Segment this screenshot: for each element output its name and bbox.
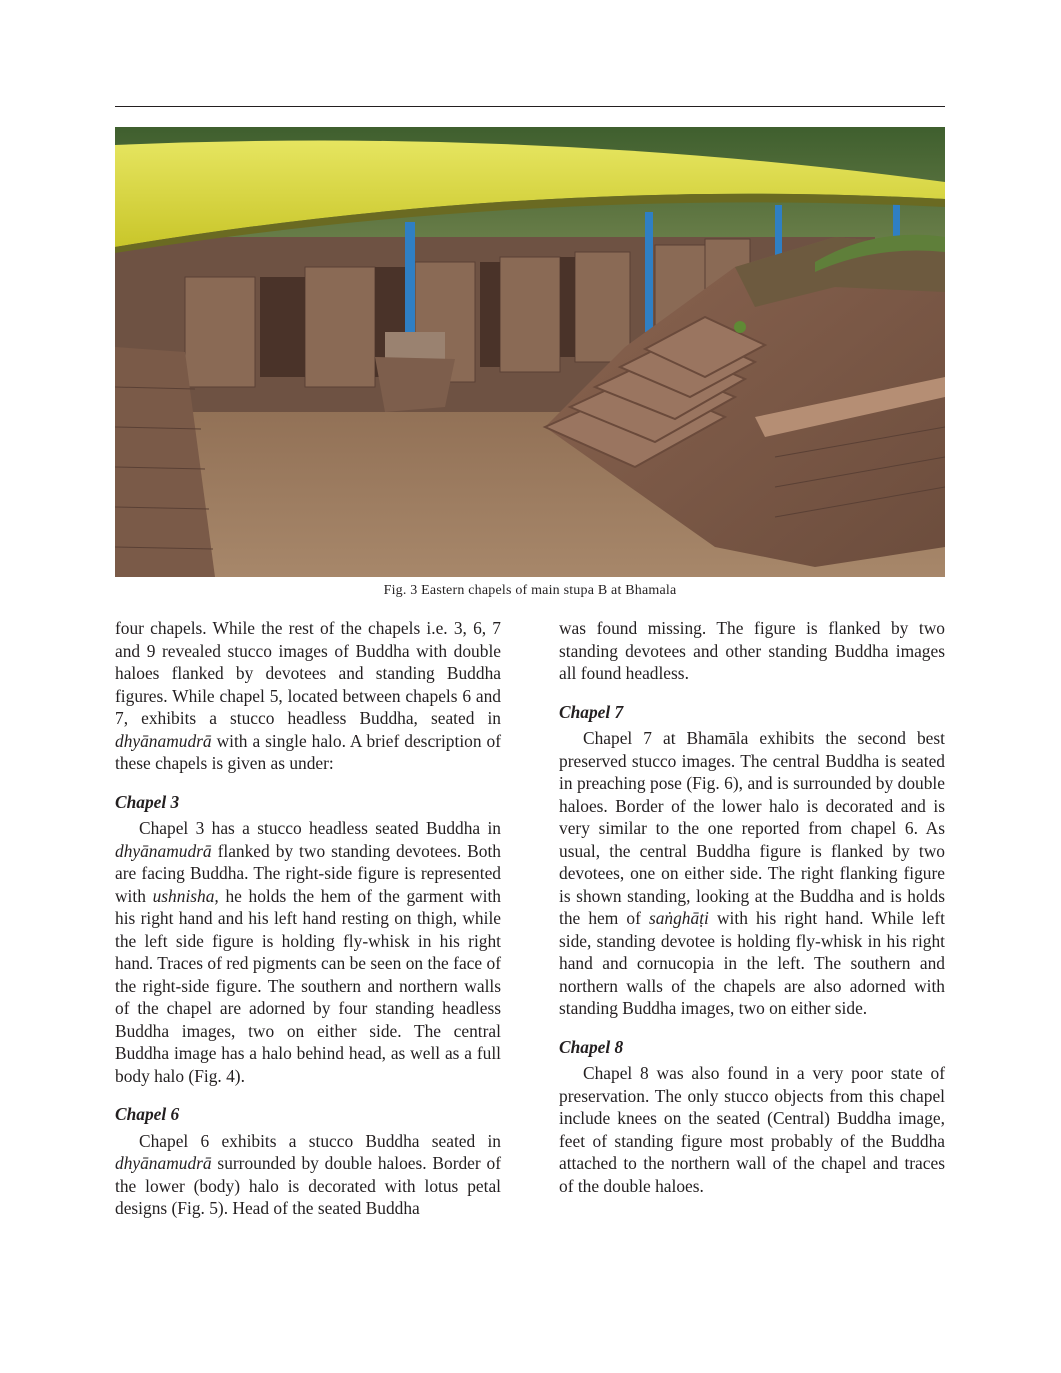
chapel6-paragraph: Chapel 6 exhibits a stucco Buddha seated in dhyānamudrā surrounded by double haloes. Border of the lower (body) halo is decorated with lotus petal designs (Fig. 5). Head of the seated Buddha <box>115 1130 501 1218</box>
header-rule <box>115 106 945 107</box>
left-column <box>115 617 501 1220</box>
chapel8-paragraph: Chapel 8 was also found in a very poor state of preservation. The only stucco objects from this chapel include knees on the seated (Central) Buddha image, feet of standing figure most probably of the Buddha attached to the northern wall of the chapel and traces of the double haloes. <box>559 1063 945 1196</box>
chapel-niche <box>305 267 375 387</box>
right-column <box>559 617 945 1197</box>
chapel6-heading: Chapel 6 <box>115 1104 180 1124</box>
chapel8-heading: Chapel 8 <box>559 1036 624 1057</box>
chapel6-continued: was found missing. The figure is flanked by two standing devotees and other standing Buddha images all found headless. <box>559 618 945 683</box>
figure-photo <box>115 127 945 577</box>
stupa-photo-illustration <box>115 127 945 577</box>
chapel-niche <box>575 252 630 362</box>
chapel3-paragraph: Chapel 3 has a stucco headless seated Buddha in dhyānamudrā flanked by two standing devotees. Both are facing Buddha. The right-side figure is represented with ushnisha, he holds the hem of the garment with his right hand and his left hand resting on thigh, while the left side figure is holding fly-whisk in his right hand. Traces of red pigments can be seen on the face of the right-side figure. The southern and northern walls of the chapel are adorned by four standing headless Buddha images, two on either side. The central Buddha image has a halo behind head, as well as a full body halo (Fig. 4). <box>115 818 502 1086</box>
chapel-niche <box>185 277 255 387</box>
chapel7-heading: Chapel 7 <box>559 701 624 722</box>
chapel-niche <box>500 257 560 372</box>
chapel3-heading: Chapel 3 <box>115 791 180 812</box>
chapel7-paragraph: Chapel 7 at Bhamāla exhibits the second best preserved stucco images. The central Buddha is seated in preaching pose (Fig. 6), and is surrounded by double haloes. Border of the lower halo is decorated and is very similar to the one reported from chapel 6. As usual, the central Buddha figure is flanked by two devotees, one on either side. The right flanking figure is shown standing, looking at the Buddha and is holds the hem of saṅghāṭi with his right hand. While left side, standing devotee is holding fly-whisk in his right hand and cornucopia in the left. The southern and northern walls of the chapels are also adorned with standing Buddha images, two on either side. <box>559 728 945 1018</box>
intro-paragraph: four chapels. While the rest of the chapels i.e. 3, 6, 7 and 9 revealed stucco images of Buddha with double haloes flanked by devotees and standing Buddha figures. While chapel 5, located between chapels 6 and 7, exhibits a stucco headless Buddha, seated in dhyānamudrā with a single halo. A brief description of these chapels is given as under: <box>115 618 501 773</box>
figure-caption: Fig. 3 Eastern chapels of main stupa B at Bhamala <box>383 583 677 598</box>
